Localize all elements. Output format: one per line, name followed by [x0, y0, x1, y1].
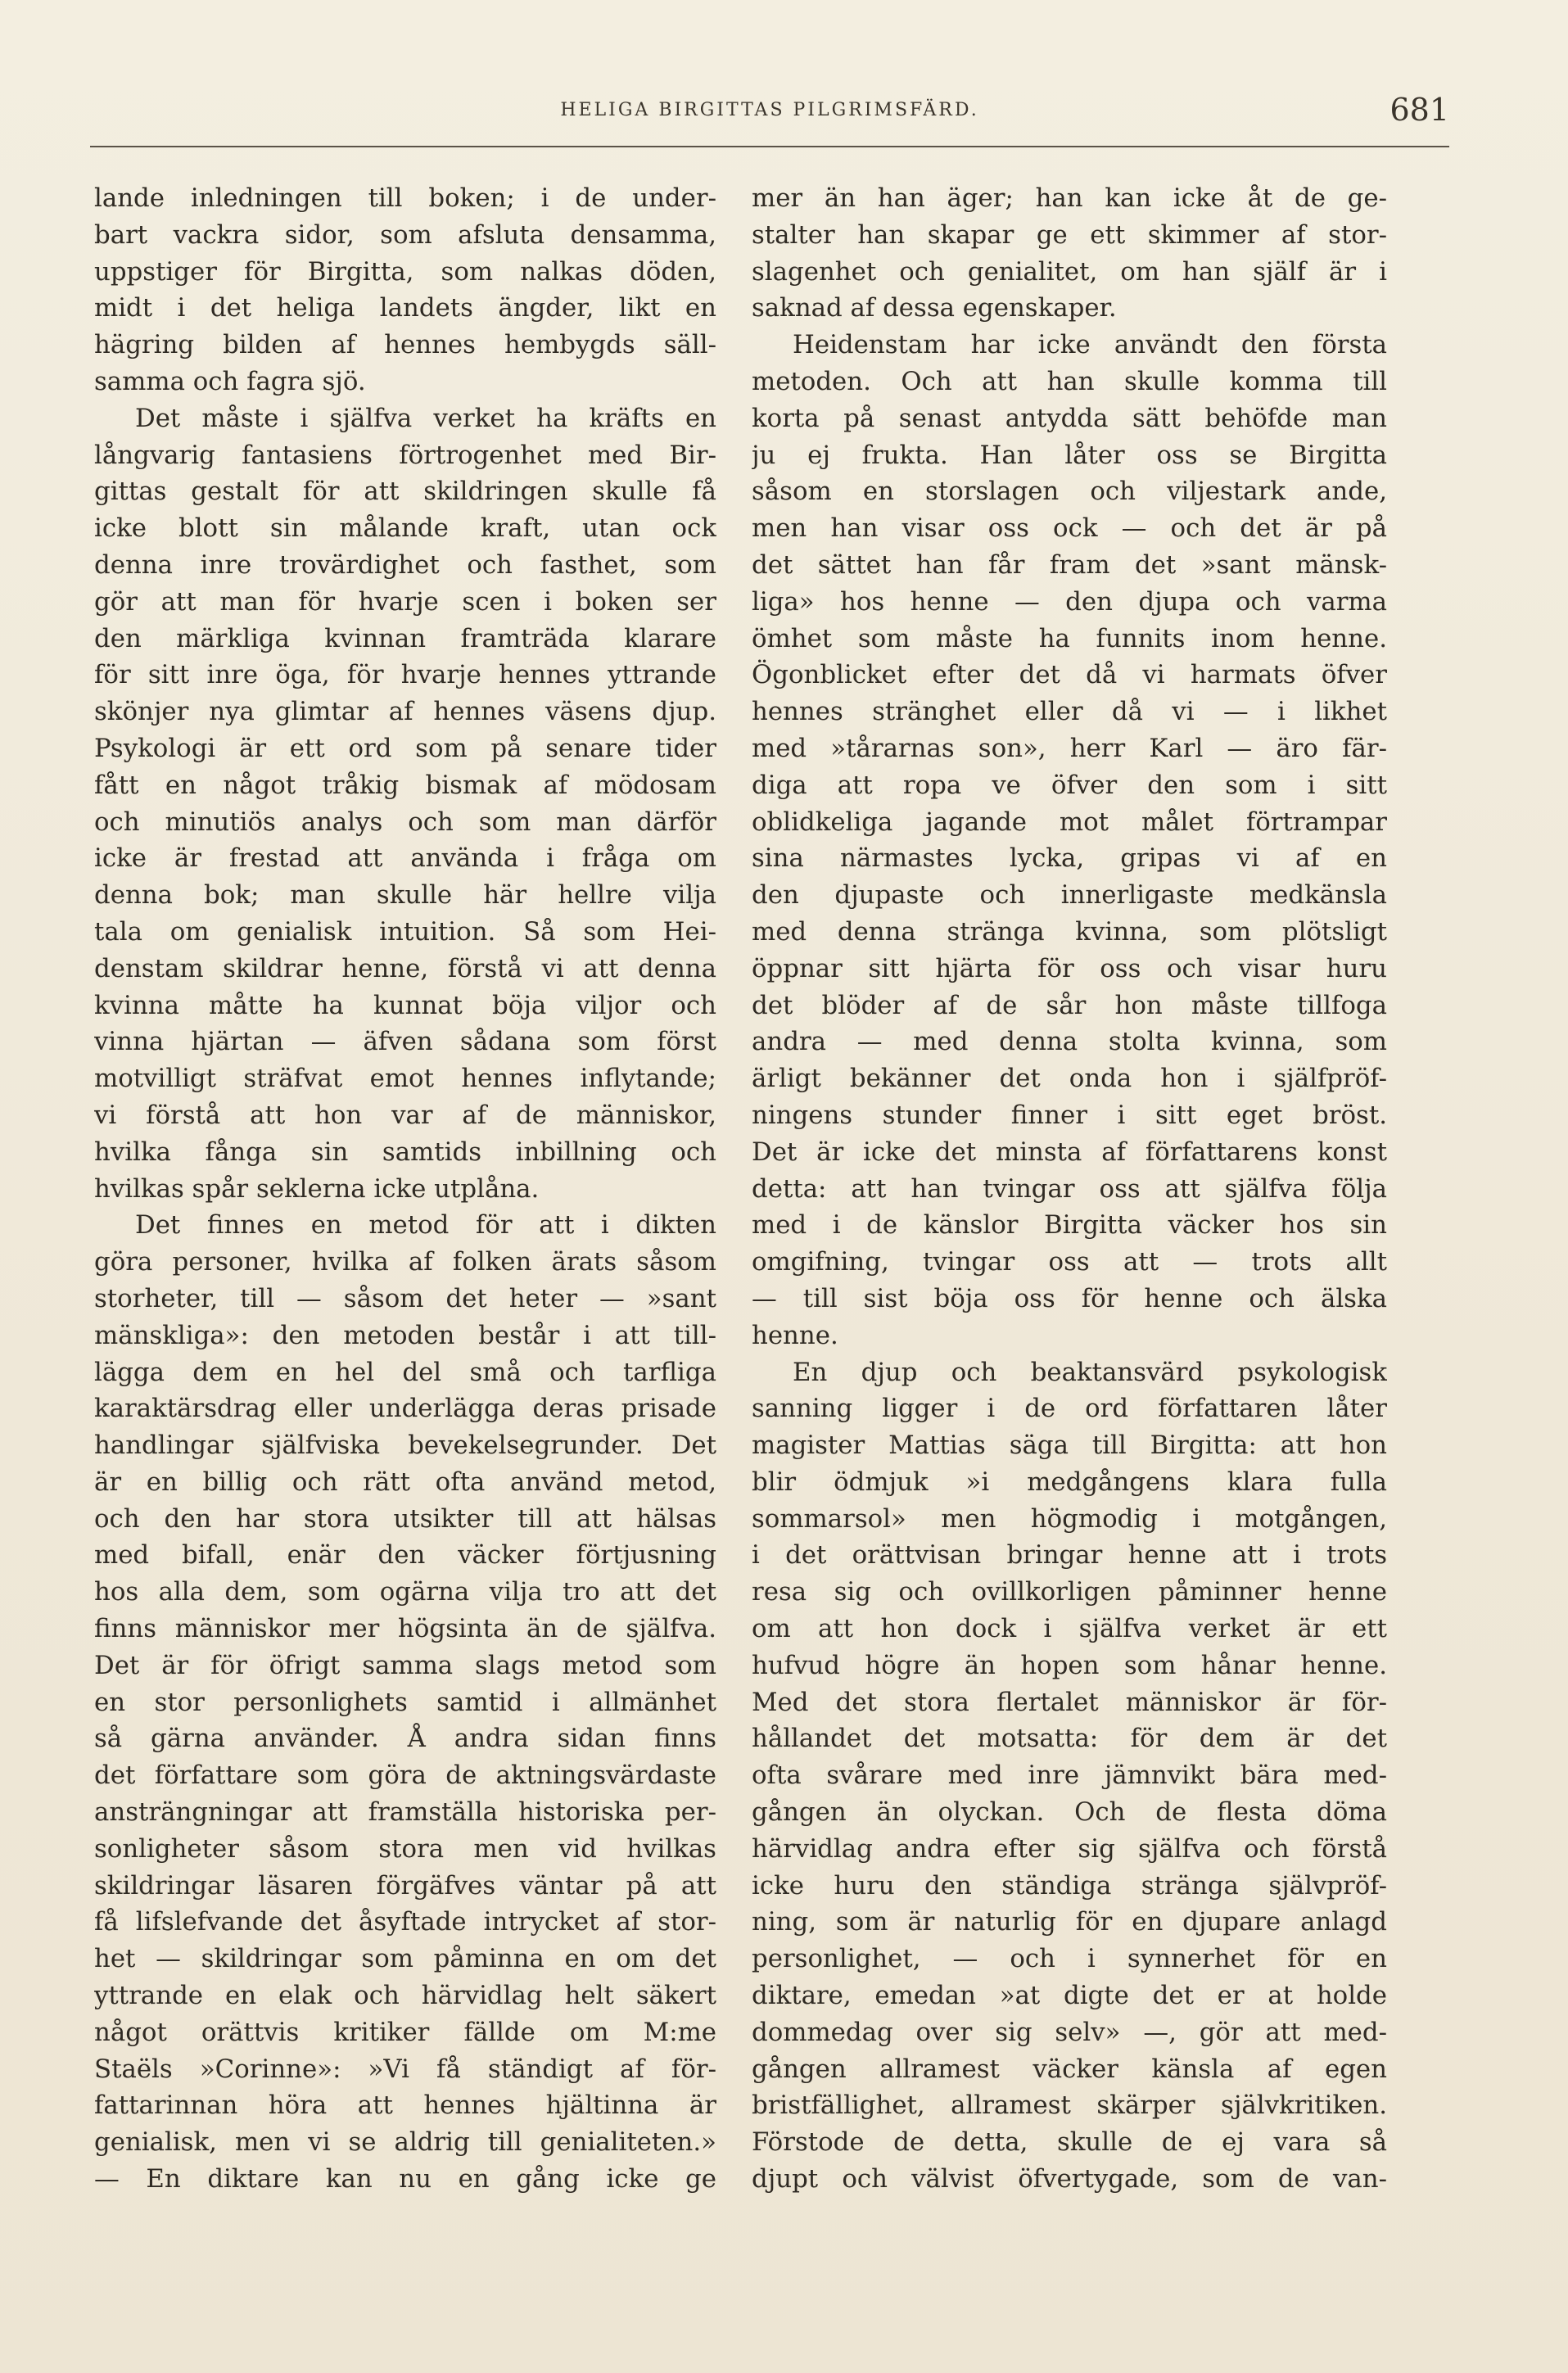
text-line: mänskliga»: den metoden består i att till- — [94, 1320, 716, 1350]
text-line: i det orättvisan bringar henne att i trots — [752, 1540, 1387, 1571]
text-line: med »tårarnas son», herr Karl — äro fär- — [752, 733, 1387, 763]
text-line: skildringar läsaren förgäfves väntar på att — [94, 1870, 716, 1901]
text-line: het — skildringar som påminna en om det — [94, 1944, 716, 1974]
page-header — [90, 92, 1449, 141]
text-line: fått en något tråkig bismak af mödosam — [94, 770, 716, 800]
text-line: finns människor mer högsinta än de själfva. — [94, 1614, 716, 1644]
text-line: oblidkeliga jagande mot målet förtrampar — [752, 807, 1387, 837]
text-line: tala om genialisk intuition. Så som Hei- — [94, 916, 716, 947]
text-line: ning, som är naturlig för en djupare anlagd — [752, 1907, 1387, 1937]
header-rule — [90, 146, 1449, 147]
text-line: ofta svårare med inre jämnvikt bära med- — [752, 1761, 1387, 1791]
text-line: — till sist böja oss för henne och älska — [752, 1283, 1387, 1313]
text-line: det blöder af de sår hon måste tillfoga — [752, 990, 1387, 1020]
text-line: denna inre trovärdighet och fasthet, som — [94, 549, 716, 580]
text-line: sonligheter såsom stora men vid hvilkas — [94, 1833, 716, 1864]
text-line: andra — med denna stolta kvinna, som — [752, 1027, 1387, 1057]
text-line: och den har stora utsikter till att hälsas — [94, 1503, 716, 1534]
text-line: Det måste i själfva verket ha kräfts en — [135, 403, 716, 433]
text-line: få lifslefvande det åsyftade intrycket af stor- — [94, 1907, 716, 1937]
text-line: detta: att han tvingar oss att själfva följa — [752, 1173, 1387, 1204]
text-line: hennes stränghet eller då vi — i likhet — [752, 697, 1387, 727]
right-column — [752, 180, 1387, 2198]
text-line: uppstiger för Birgitta, som nalkas döden, — [94, 256, 716, 287]
text-line: saknad af dessa egenskaper. — [752, 293, 1117, 323]
text-line: hos alla dem, som ogärna vilja tro att det — [94, 1577, 716, 1607]
text-line: ningens stunder finner i sitt eget bröst. — [752, 1100, 1387, 1130]
text-line: hvilka fånga sin samtids inbillning och — [94, 1137, 716, 1167]
text-line: hållandet det motsatta: för dem är det — [752, 1724, 1387, 1754]
page-number: 681 — [1390, 92, 1449, 128]
text-line: vinna hjärtan — äfven sådana som först — [94, 1027, 716, 1057]
text-line: med denna stränga kvinna, som plötsligt — [752, 916, 1387, 947]
text-line: Med det stora flertalet människor är för- — [752, 1687, 1387, 1717]
text-line: kvinna måtte ha kunnat böja viljor och — [94, 990, 716, 1020]
text-line: stalter han skapar ge ett skimmer af stor- — [752, 219, 1387, 250]
text-line: sina närmastes lycka, gripas vi af en — [752, 843, 1387, 874]
text-line: det sättet han får fram det »sant mänsk- — [752, 549, 1387, 580]
text-line: mer än han äger; han kan icke åt de ge- — [752, 183, 1387, 213]
text-line: diga att ropa ve öfver den som i sitt — [752, 770, 1387, 800]
text-line: omgifning, tvingar oss att — trots allt — [752, 1247, 1387, 1277]
text-line: samma och fagra sjö. — [94, 366, 366, 396]
text-line: ärligt bekänner det onda hon i själfpröf- — [752, 1064, 1387, 1094]
text-line: personlighet, — och i synnerhet för en — [752, 1944, 1387, 1974]
text-line: sommarsol» men högmodig i motgången, — [752, 1503, 1387, 1534]
text-line: gör att man för hvarje scen i boken ser — [94, 586, 716, 617]
text-line: henne. — [752, 1320, 838, 1350]
text-line: icke huru den ständiga stränga självpröf- — [752, 1870, 1387, 1901]
text-line: En djup och beaktansvärd psykologisk — [793, 1357, 1387, 1387]
text-line: Det är för öfrigt samma slags metod som — [94, 1650, 716, 1680]
text-line: resa sig och ovillkorligen påminner henne — [752, 1577, 1387, 1607]
text-line: skönjer nya glimtar af hennes väsens djup. — [94, 697, 716, 727]
text-line: med i de känslor Birgitta väcker hos sin — [752, 1210, 1387, 1241]
text-line: hufvud högre än hopen som hånar henne. — [752, 1650, 1387, 1680]
text-line: karaktärsdrag eller underlägga deras prisade — [94, 1394, 716, 1424]
text-line: ju ej frukta. Han låter oss se Birgitta — [752, 440, 1387, 470]
text-line: bart vackra sidor, som afsluta densamma, — [94, 219, 716, 250]
text-line: Ögonblicket efter det då vi harmats öfver — [752, 660, 1387, 690]
text-line: lande inledningen till boken; i de under- — [94, 183, 716, 213]
running-title: HELIGA BIRGITTAS PILGRIMSFÄRD. — [560, 100, 979, 120]
left-column — [94, 180, 716, 2198]
text-line: gången allramest väcker känsla af egen — [752, 2054, 1387, 2084]
text-line: midt i det heliga landets ängder, likt en — [94, 293, 716, 323]
text-line: det författare som göra de aktningsvärdaste — [94, 1761, 716, 1791]
text-line: Psykologi är ett ord som på senare tider — [94, 733, 716, 763]
text-line: den märkliga kvinnan framträda klarare — [94, 623, 716, 653]
text-line: dommedag over sig selv» —, gör att med- — [752, 2017, 1387, 2047]
text-line: handlingar själfviska bevekelsegrunder. Det — [94, 1431, 716, 1461]
text-line: blir ödmjuk »i medgångens klara fulla — [752, 1467, 1387, 1497]
text-line: icke blott sin målande kraft, utan ock — [94, 513, 716, 544]
text-line: genialisk, men vi se aldrig till genialiteten.» — [94, 2127, 716, 2158]
text-line: för sitt inre öga, för hvarje hennes yttrande — [94, 660, 716, 690]
text-line: denna bok; man skulle här hellre vilja — [94, 880, 716, 911]
text-line: göra personer, hvilka af folken ärats såsom — [94, 1247, 716, 1277]
text-line: lägga dem en hel del små och tarfliga — [94, 1357, 716, 1387]
text-line: fattarinnan höra att hennes hjältinna är — [94, 2090, 716, 2121]
text-line: Det är icke det minsta af författarens konst — [752, 1137, 1387, 1167]
text-line: Heidenstam har icke användt den första — [793, 330, 1387, 360]
text-line: gången än olyckan. Och de flesta döma — [752, 1797, 1387, 1828]
text-line: men han visar oss ock — och det är på — [752, 513, 1387, 544]
text-line: yttrande en elak och härvidlag helt säkert — [94, 1981, 716, 2011]
text-line: motvilligt sträfvat emot hennes inflytande; — [94, 1064, 716, 1094]
text-line: såsom en storslagen och viljestark ande, — [752, 477, 1387, 507]
text-line: icke är frestad att använda i fråga om — [94, 843, 716, 874]
text-line: öppnar sitt hjärta för oss och visar huru — [752, 953, 1387, 983]
text-line: storheter, till — såsom det heter — »sant — [94, 1283, 716, 1313]
text-line: med bifall, enär den väcker förtjusning — [94, 1540, 716, 1571]
text-line: korta på senast antydda sätt behöfde man — [752, 403, 1387, 433]
text-line: — En diktare kan nu en gång icke ge — [94, 2164, 716, 2194]
text-line: är en billig och rätt ofta använd metod, — [94, 1467, 716, 1497]
text-line: ansträngningar att framställa historiska per- — [94, 1797, 716, 1828]
text-line: bristfällighet, allramest skärper självkritiken. — [752, 2090, 1387, 2121]
text-line: en stor personlighets samtid i allmänhet — [94, 1687, 716, 1717]
text-line: vi förstå att hon var af de människor, — [94, 1100, 716, 1130]
text-line: magister Mattias säga till Birgitta: att hon — [752, 1431, 1387, 1461]
text-line: gittas gestalt för att skildringen skulle få — [94, 477, 716, 507]
text-line: så gärna använder. Å andra sidan finns — [94, 1724, 716, 1754]
text-line: Förstode de detta, skulle de ej vara så — [752, 2127, 1387, 2158]
text-line: metoden. Och att han skulle komma till — [752, 366, 1387, 396]
text-line: ömhet som måste ha funnits inom henne. — [752, 623, 1387, 653]
text-line: Det finnes en metod för att i dikten — [135, 1210, 716, 1241]
text-line: den djupaste och innerligaste medkänsla — [752, 880, 1387, 911]
text-line: diktare, emedan »at digte det er at holde — [752, 1981, 1387, 2011]
text-line: slagenhet och genialitet, om han själf är i — [752, 256, 1387, 287]
text-line: liga» hos henne — den djupa och varma — [752, 586, 1387, 617]
text-line: härvidlag andra efter sig själfva och förstå — [752, 1833, 1387, 1864]
text-line: om att hon dock i själfva verket är ett — [752, 1614, 1387, 1644]
text-line: hvilkas spår seklerna icke utplåna. — [94, 1173, 540, 1204]
text-line: hägring bilden af hennes hembygds säll- — [94, 330, 716, 360]
text-line: och minutiös analys och som man därför — [94, 807, 716, 837]
text-line: långvarig fantasiens förtrogenhet med Bir- — [94, 440, 716, 470]
text-line: djupt och välvist öfvertygade, som de van- — [752, 2164, 1387, 2194]
text-line: något orättvis kritiker fällde om M:me — [94, 2017, 716, 2047]
text-line: denstam skildrar henne, förstå vi att denna — [94, 953, 716, 983]
text-line: Staëls »Corinne»: »Vi få ständigt af för- — [94, 2054, 716, 2084]
text-line: sanning ligger i de ord författaren låter — [752, 1394, 1387, 1424]
